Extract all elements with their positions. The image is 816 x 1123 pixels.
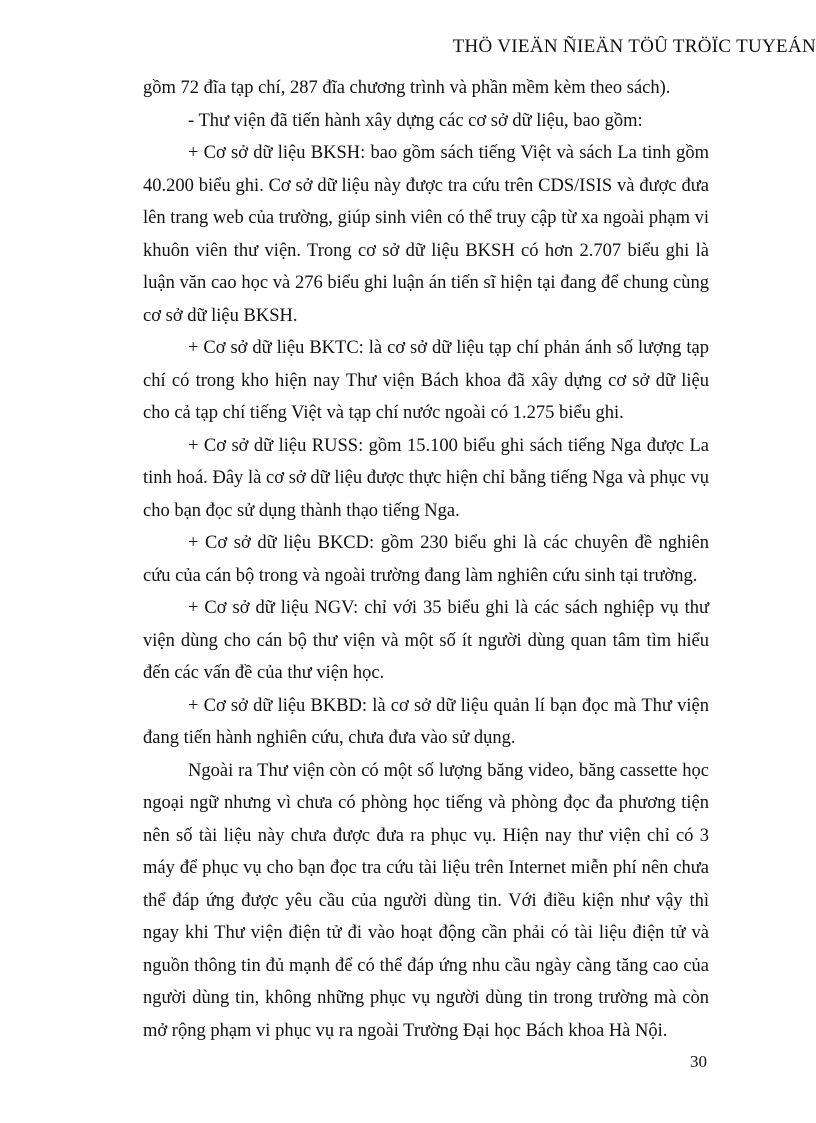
paragraph-russ: + Cơ sở dữ liệu RUSS: gồm 15.100 biểu ghi sách tiếng Nga được La tinh hoá. Đây là cơ sở dữ liệu được thực hiện chỉ bằng tiếng Nga và phục vụ cho bạn đọc sử dụng thành thạo tiếng Nga. xyxy=(143,435,709,521)
paragraph-bkbd: + Cơ sở dữ liệu BKBD: là cơ sở dữ liệu quản lí bạn đọc mà Thư viện đang tiến hành nghiên cứu, chưa đưa vào sử dụng. xyxy=(143,695,709,748)
paragraph-database-intro: - Thư viện đã tiến hành xây dựng các cơ sở dữ liệu, bao gồm: xyxy=(188,110,643,131)
paragraph-bktc: + Cơ sở dữ liệu BKTC: là cơ sở dữ liệu tạp chí phản ánh số lượng tạp chí có trong kho hiện nay Thư viện Bách khoa đã xây dựng cơ sở dữ liệu cho cả tạp chí tiếng Việt và tạp chí nước ngoài có 1.275 biểu ghi. xyxy=(143,338,709,423)
paragraph-bkcd: + Cơ sở dữ liệu BKCD: gồm 230 biểu ghi là các chuyên đề nghiên cứu của cán bộ trong và ngoài trường đang làm nghiên cứu sinh tại trường. xyxy=(143,533,709,586)
page-number: 30 xyxy=(690,1052,707,1071)
paragraph-ngv: + Cơ sở dữ liệu NGV: chỉ với 35 biểu ghi là các sách nghiệp vụ thư viện dùng cho cán bộ thư viện và một số ít người dùng quan tâm tìm hiểu đến các vấn đề của thư viện học. xyxy=(143,598,709,683)
paragraph-other-resources: Ngoài ra Thư viện còn có một số lượng băng video, băng cassette học ngoại ngữ nhưng vì chưa có phòng học tiếng và phòng đọc đa phương tiện nên số tài liệu này chưa được đưa ra phục vụ. Hiện nay thư viện chỉ có 3 máy để phục vụ cho bạn đọc tra cứu tài liệu trên Internet miễn phí nên chưa thể đáp ứng được yêu cầu của người dùng tin. Với điều kiện như vậy thì ngay khi Thư viện điện tử đi vào hoạt động cần phải có tài liệu điện tử và nguồn thông tin đủ mạnh để có thể đáp ứng nhu cầu ngày càng tăng cao của người dùng tin, không những phục vụ người dùng tin trong trường mà còn mở rộng phạm vi phục vụ ra ngoài Trường Đại học Bách khoa Hà Nội. xyxy=(143,760,709,1041)
paragraph-continuation: gồm 72 đĩa tạp chí, 287 đĩa chương trình và phần mềm kèm theo sách). xyxy=(143,78,671,98)
document-body xyxy=(143,72,709,1047)
page-header-title: THÖ VIEÄN ÑIEÄN TÖÛ TRÖÏC TUYEÁN xyxy=(452,36,816,57)
paragraph-bksh: + Cơ sở dữ liệu BKSH: bao gồm sách tiếng Việt và sách La tinh gồm 40.200 biểu ghi. Cơ sở dữ liệu này được tra cứu trên CDS/ISIS và được đưa lên trang web của trường, giúp sinh viên có thể truy cập từ xa ngoài phạm vi khuôn viên thư viện. Trong cơ sở dữ liệu BKSH có hơn 2.707 biểu ghi là luận văn cao học và 276 biểu ghi luận án tiến sĩ hiện tại đang để chung cùng cơ sở dữ liệu BKSH. xyxy=(143,143,709,326)
